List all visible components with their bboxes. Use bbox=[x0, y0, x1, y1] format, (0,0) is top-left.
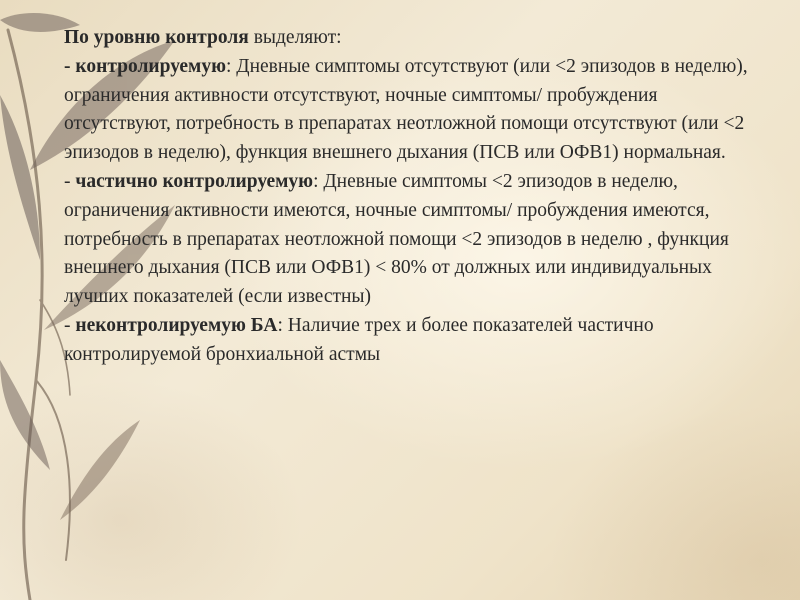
plant-stem bbox=[8, 30, 42, 600]
list-item-description: : Дневные симптомы отсутствуют (или <2 эпизодов в неделю), ограничения активности отсутствуют, ночные симптомы/ пробуждения отсутствуют, потребность в препаратах неотложной помощи отсутствуют (или <2 эпизодов в неделю), функция внешнего дыхания (ПСВ или ОФВ1) нормальная. bbox=[64, 55, 748, 164]
list-item-term: частично контролируемую bbox=[75, 170, 314, 192]
list-item-uncontrolled bbox=[64, 312, 764, 370]
slide-text bbox=[64, 24, 764, 370]
plant-leaf bbox=[0, 95, 40, 260]
plant-stem bbox=[36, 380, 70, 560]
list-item-prefix: - bbox=[64, 314, 76, 336]
list-item-term: контролируемую bbox=[75, 55, 226, 77]
list-item-prefix: - bbox=[64, 55, 76, 77]
list-item-prefix: - bbox=[64, 170, 76, 192]
intro-bold: По уровню контроля bbox=[64, 27, 249, 48]
list-item-description: : Наличие трех и более показателей частично контролируемой бронхиальной астмы bbox=[64, 314, 654, 365]
plant-leaf bbox=[60, 420, 140, 520]
intro-line bbox=[64, 24, 764, 53]
list-item-term: неконтролируемую БА bbox=[75, 314, 278, 336]
list-item-description: : Дневные симптомы <2 эпизодов в неделю, ограничения активности имеются, ночные симптомы/ пробуждения имеются, потребность в препаратах неотложной помощи <2 эпизодов в неделю , функция внешнего дыхания (ПСВ или ОФВ1) < 80% от должных или индивидуальных лучших показателей (если известны) bbox=[64, 170, 729, 308]
plant-leaf bbox=[0, 360, 50, 470]
list-item-controlled bbox=[64, 53, 764, 168]
intro-text: выделяют: bbox=[248, 27, 342, 48]
list-item-partially-controlled bbox=[64, 168, 764, 312]
